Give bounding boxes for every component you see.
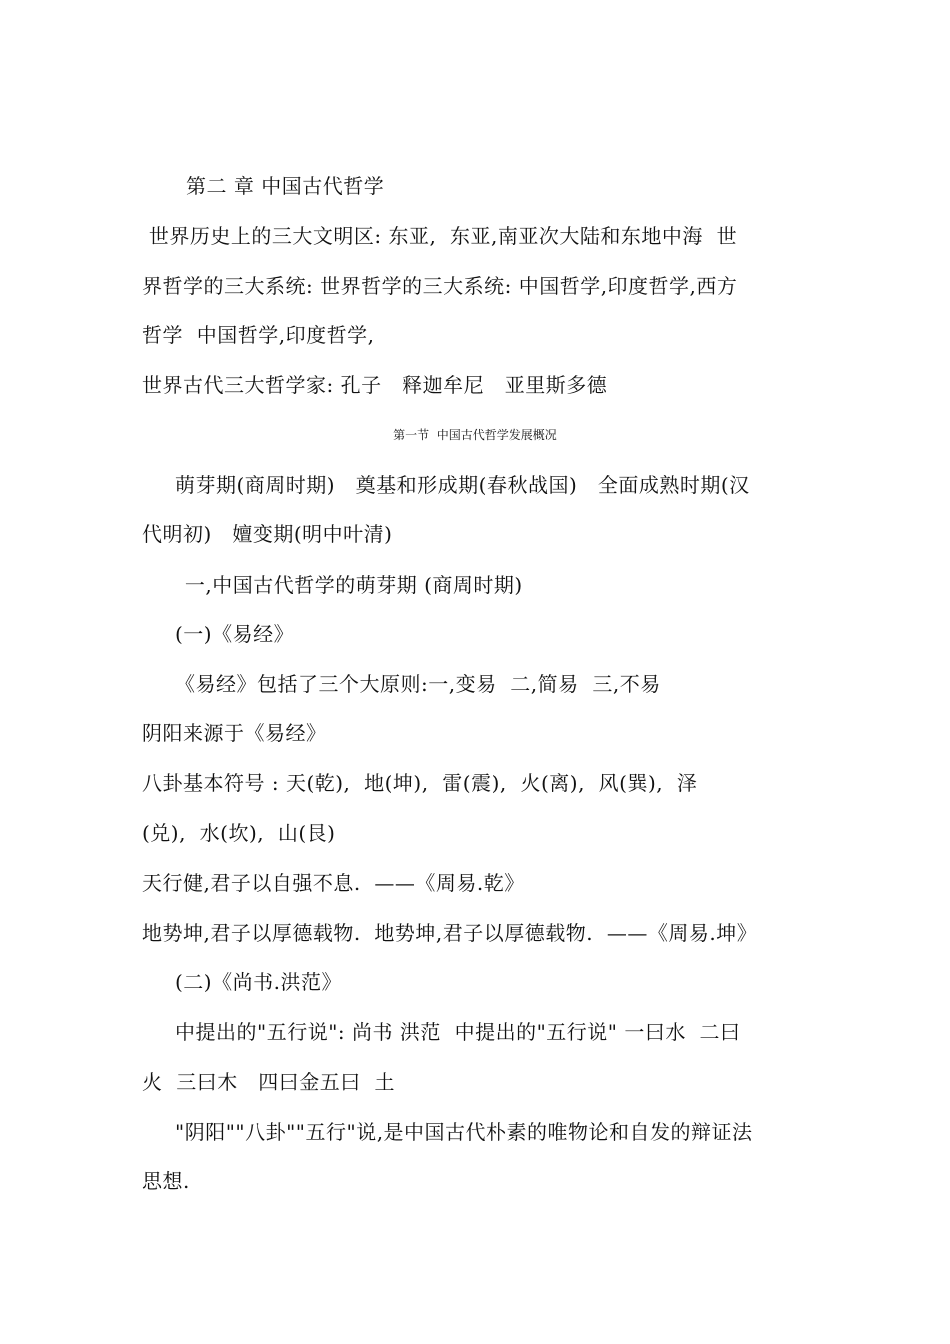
- paragraph-line: 火 三曰木 四曰金五曰 土: [142, 1070, 396, 1094]
- subsection-heading: (一)《易经》: [175, 622, 295, 646]
- subsection-title: 一,中国古代哲学的萌芽期 (商周时期): [178, 573, 523, 597]
- paragraph-line: 阴阳来源于《易经》: [142, 721, 327, 745]
- paragraph-line: 思想.: [142, 1169, 190, 1193]
- quote-line: 天行健,君子以自强不息. ——《周易.乾》: [142, 871, 525, 895]
- paragraph-line: "阴阳""八卦""五行"说,是中国古代朴素的唯物论和自发的辩证法: [175, 1120, 753, 1144]
- subsection-heading: (二)《尚书.洪范》: [175, 970, 342, 994]
- paragraph-line: 中提出的"五行说": 尚书 洪范 中提出的"五行说" 一曰水 二曰: [175, 1020, 741, 1044]
- chapter-title: 第二 章 中国古代哲学: [186, 174, 385, 198]
- paragraph-line: (兑), 水(坎), 山(艮): [142, 821, 336, 845]
- periods-line: 代明初) 嬗变期(明中叶清): [142, 522, 393, 546]
- paragraph-line: 八卦基本符号 : 天(乾), 地(坤), 雷(震), 火(离), 风(巽), 泽: [142, 771, 698, 795]
- philosophers-line: 世界古代三大哲学家: 孔子 释迦牟尼 亚里斯多德: [142, 373, 608, 397]
- periods-line: 萌芽期(商周时期) 奠基和形成期(春秋战国) 全面成熟时期(汉: [175, 473, 750, 497]
- paragraph-line: 世界历史上的三大文明区: 东亚, 东亚,南亚次大陆和东地中海 世: [142, 224, 738, 248]
- section-title: 第一节 中国古代哲学发展概况: [393, 428, 557, 442]
- paragraph-line: 《易经》包括了三个大原则:一,变易 二,简易 三,不易: [175, 672, 661, 696]
- quote-line: 地势坤,君子以厚德载物. 地势坤,君子以厚德载物. ——《周易.坤》: [142, 921, 758, 945]
- paragraph-line: 界哲学的三大系统: 世界哲学的三大系统: 中国哲学,印度哲学,西方: [142, 274, 738, 298]
- paragraph-line: 哲学 中国哲学,印度哲学,: [142, 323, 375, 347]
